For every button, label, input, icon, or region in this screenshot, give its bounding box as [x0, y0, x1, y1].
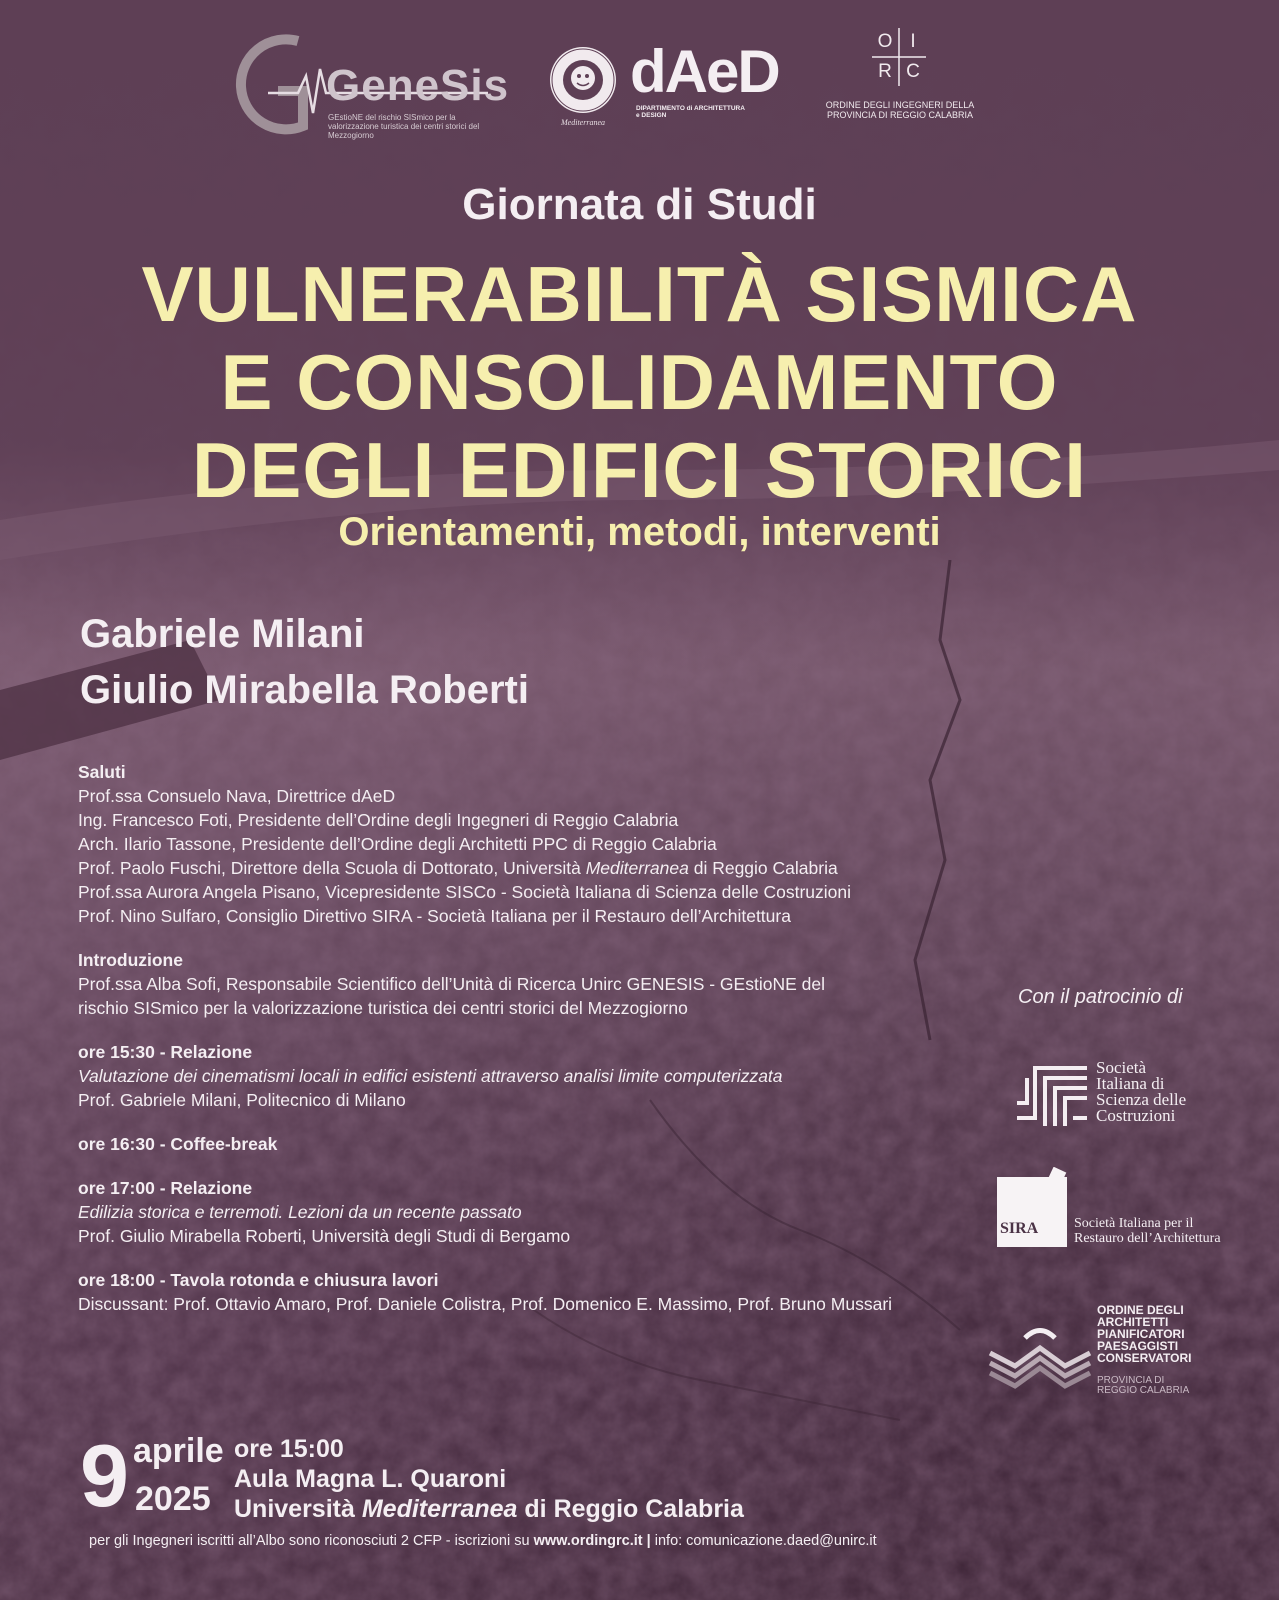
saluti-line	[78, 856, 958, 880]
saluti-heading: Saluti	[78, 762, 126, 782]
oappc-name	[1097, 1304, 1191, 1364]
university-italic: Mediterranea	[361, 1495, 518, 1523]
university-prefix: Università	[234, 1495, 362, 1523]
genesis-wordmark: GeneSis	[326, 61, 510, 110]
sisco-logo-icon	[1015, 1058, 1090, 1128]
event-title-line-3: DEGLI EDIFICI STORICI	[192, 426, 1087, 514]
genesis-tagline: GEstioNE del rischio SISmico per la valorizzazione turistica dei centri storici del Mezzogiorno	[328, 113, 480, 140]
unirc-seal-icon	[548, 45, 618, 115]
saluti-line: Prof. Nino Sulfaro, Consiglio Direttivo SIRA - Società Italiana per il Restauro dell’Architettura	[78, 906, 791, 926]
oappc-province	[1097, 1376, 1189, 1396]
sira-label: SIRA	[1000, 1220, 1039, 1237]
relazione-1-heading: ore 15:30 - Relazione	[78, 1042, 253, 1062]
event-venue	[234, 1434, 744, 1524]
sisco-line: Italiana di	[1096, 1074, 1165, 1093]
unirc-label: Mediterranea	[561, 118, 605, 127]
event-year: 2025	[135, 1480, 211, 1518]
saluti-line: Prof.ssa Aurora Angela Pisano, Vicepresidente SISCo - Società Italiana di Scienza delle Costruzioni	[78, 882, 852, 902]
tavola-rotonda-discussants: Discussant: Prof. Ottavio Amaro, Prof. Daniele Colistra, Prof. Domenico E. Massimo, Prof. Bruno Mussari	[78, 1294, 893, 1314]
sisco-line: Scienza delle	[1096, 1090, 1187, 1109]
oirc-letter-o: O	[877, 31, 893, 52]
tavola-rotonda-section	[78, 1268, 958, 1316]
introduzione-section	[78, 948, 958, 1020]
oappc-logo-icon	[985, 1318, 1095, 1393]
daed-subtitle: DIPARTIMENTO di ARCHITETTURA e DESIGN	[636, 105, 745, 119]
logo-row	[0, 25, 1279, 145]
sira-line: Restauro dell’Architettura	[1074, 1231, 1221, 1246]
saluti-line-italic: Mediterranea	[585, 858, 689, 878]
daed-wordmark: dAeD	[630, 38, 779, 105]
oirc-name: ORDINE DEGLI INGEGNERI DELLA PROVINCIA DI REGGIO CALABRIA	[825, 100, 975, 120]
footer-separator: |	[642, 1533, 655, 1549]
oappc-line: CONSERVATORI	[1097, 1351, 1192, 1365]
speaker-1: Gabriele Milani	[80, 612, 365, 656]
sira-name	[1074, 1216, 1221, 1246]
oirc-letter-r: R	[878, 61, 892, 82]
event-title-line-2: E CONSOLIDAMENTO	[220, 338, 1059, 426]
university-suffix: di Reggio Calabria	[517, 1495, 744, 1523]
event-title-line-1: VULNERABILITÀ SISMICA	[141, 250, 1138, 338]
sisco-line: Costruzioni	[1096, 1106, 1176, 1125]
introduzione-line: rischio SISmico per la valorizzazione turistica dei centri storici del Mezzogiorno	[78, 998, 688, 1018]
event-time: ore 15:00	[234, 1435, 344, 1463]
patrocinio-heading: Con il patrocinio di	[1018, 986, 1183, 1008]
oirc-logo	[872, 28, 926, 88]
relazione-2-speaker: Prof. Giulio Mirabella Roberti, Università degli Studi di Bergamo	[78, 1226, 571, 1246]
genesis-logo	[228, 31, 510, 141]
relazione-1-talk: Valutazione dei cinematismi locali in edifici esistenti attraverso analisi limite computerizzata	[78, 1066, 783, 1086]
relazione-2-talk: Edilizia storica e terremoti. Lezioni da un recente passato	[78, 1202, 522, 1222]
speaker-2: Giulio Mirabella Roberti	[80, 668, 529, 712]
oirc-letter-c: C	[906, 61, 920, 82]
relazione-1-speaker: Prof. Gabriele Milani, Politecnico di Milano	[78, 1090, 406, 1110]
introduzione-heading: Introduzione	[78, 950, 183, 970]
coffee-break-section	[78, 1132, 958, 1156]
oappc-province-line: REGGIO CALABRIA	[1097, 1385, 1190, 1396]
oappc-line: PIANIFICATORI	[1097, 1327, 1185, 1341]
relazione-1-section	[78, 1040, 958, 1112]
oappc-province-line: PROVINCIA DI	[1097, 1375, 1165, 1386]
program	[78, 760, 958, 1336]
oappc-line: ARCHITETTI	[1097, 1315, 1169, 1329]
event-kicker: Giornata di Studi	[462, 180, 817, 229]
sira-line: Società Italiana per il	[1074, 1216, 1194, 1231]
event-subtitle: Orientamenti, metodi, interventi	[338, 510, 941, 554]
saluti-line: Prof.ssa Consuelo Nava, Direttrice dAeD	[78, 786, 396, 806]
sira-corner-icon	[1030, 1167, 1070, 1203]
saluti-line: Ing. Francesco Foti, Presidente dell’Ordine degli Ingegneri di Reggio Calabria	[78, 810, 679, 830]
tavola-rotonda-heading: ore 18:00 - Tavola rotonda e chiusura lavori	[78, 1270, 439, 1290]
event-month: aprile	[133, 1432, 224, 1470]
saluti-line: Arch. Ilario Tassone, Presidente dell’Ordine degli Architetti PPC di Reggio Calabria	[78, 834, 717, 854]
event-day: 9	[80, 1426, 129, 1525]
event-university	[234, 1494, 744, 1524]
oappc-line: PAESAGGISTI	[1097, 1339, 1179, 1353]
footer-note	[89, 1533, 877, 1549]
sisco-line: Società	[1096, 1058, 1147, 1077]
oirc-letter-i: I	[910, 31, 916, 52]
saluti-line-part: di Reggio Calabria	[688, 858, 838, 878]
relazione-2-heading: ore 17:00 - Relazione	[78, 1178, 253, 1198]
oappc-line: ORDINE DEGLI	[1097, 1303, 1184, 1317]
footer-site-link[interactable]: www.ordingrc.it	[533, 1533, 643, 1549]
coffee-break-heading: ore 16:30 - Coffee-break	[78, 1134, 278, 1154]
footer-credits: per gli Ingegneri iscritti all’Albo sono riconosciuti 2 CFP - iscrizioni su	[89, 1533, 534, 1549]
introduzione-line: Prof.ssa Alba Sofi, Responsabile Scientifico dell’Unità di Ricerca Unirc GENESIS - GEstioNE del	[78, 974, 825, 994]
relazione-2-section	[78, 1176, 958, 1248]
event-title	[0, 250, 1279, 514]
sisco-name	[1096, 1060, 1186, 1124]
footer-info-email[interactable]: info: comunicazione.daed@unirc.it	[654, 1533, 877, 1549]
saluti-section	[78, 760, 958, 928]
event-place: Aula Magna L. Quaroni	[234, 1465, 507, 1493]
saluti-line-part: Prof. Paolo Fuschi, Direttore della Scuola di Dottorato, Università	[78, 858, 586, 878]
